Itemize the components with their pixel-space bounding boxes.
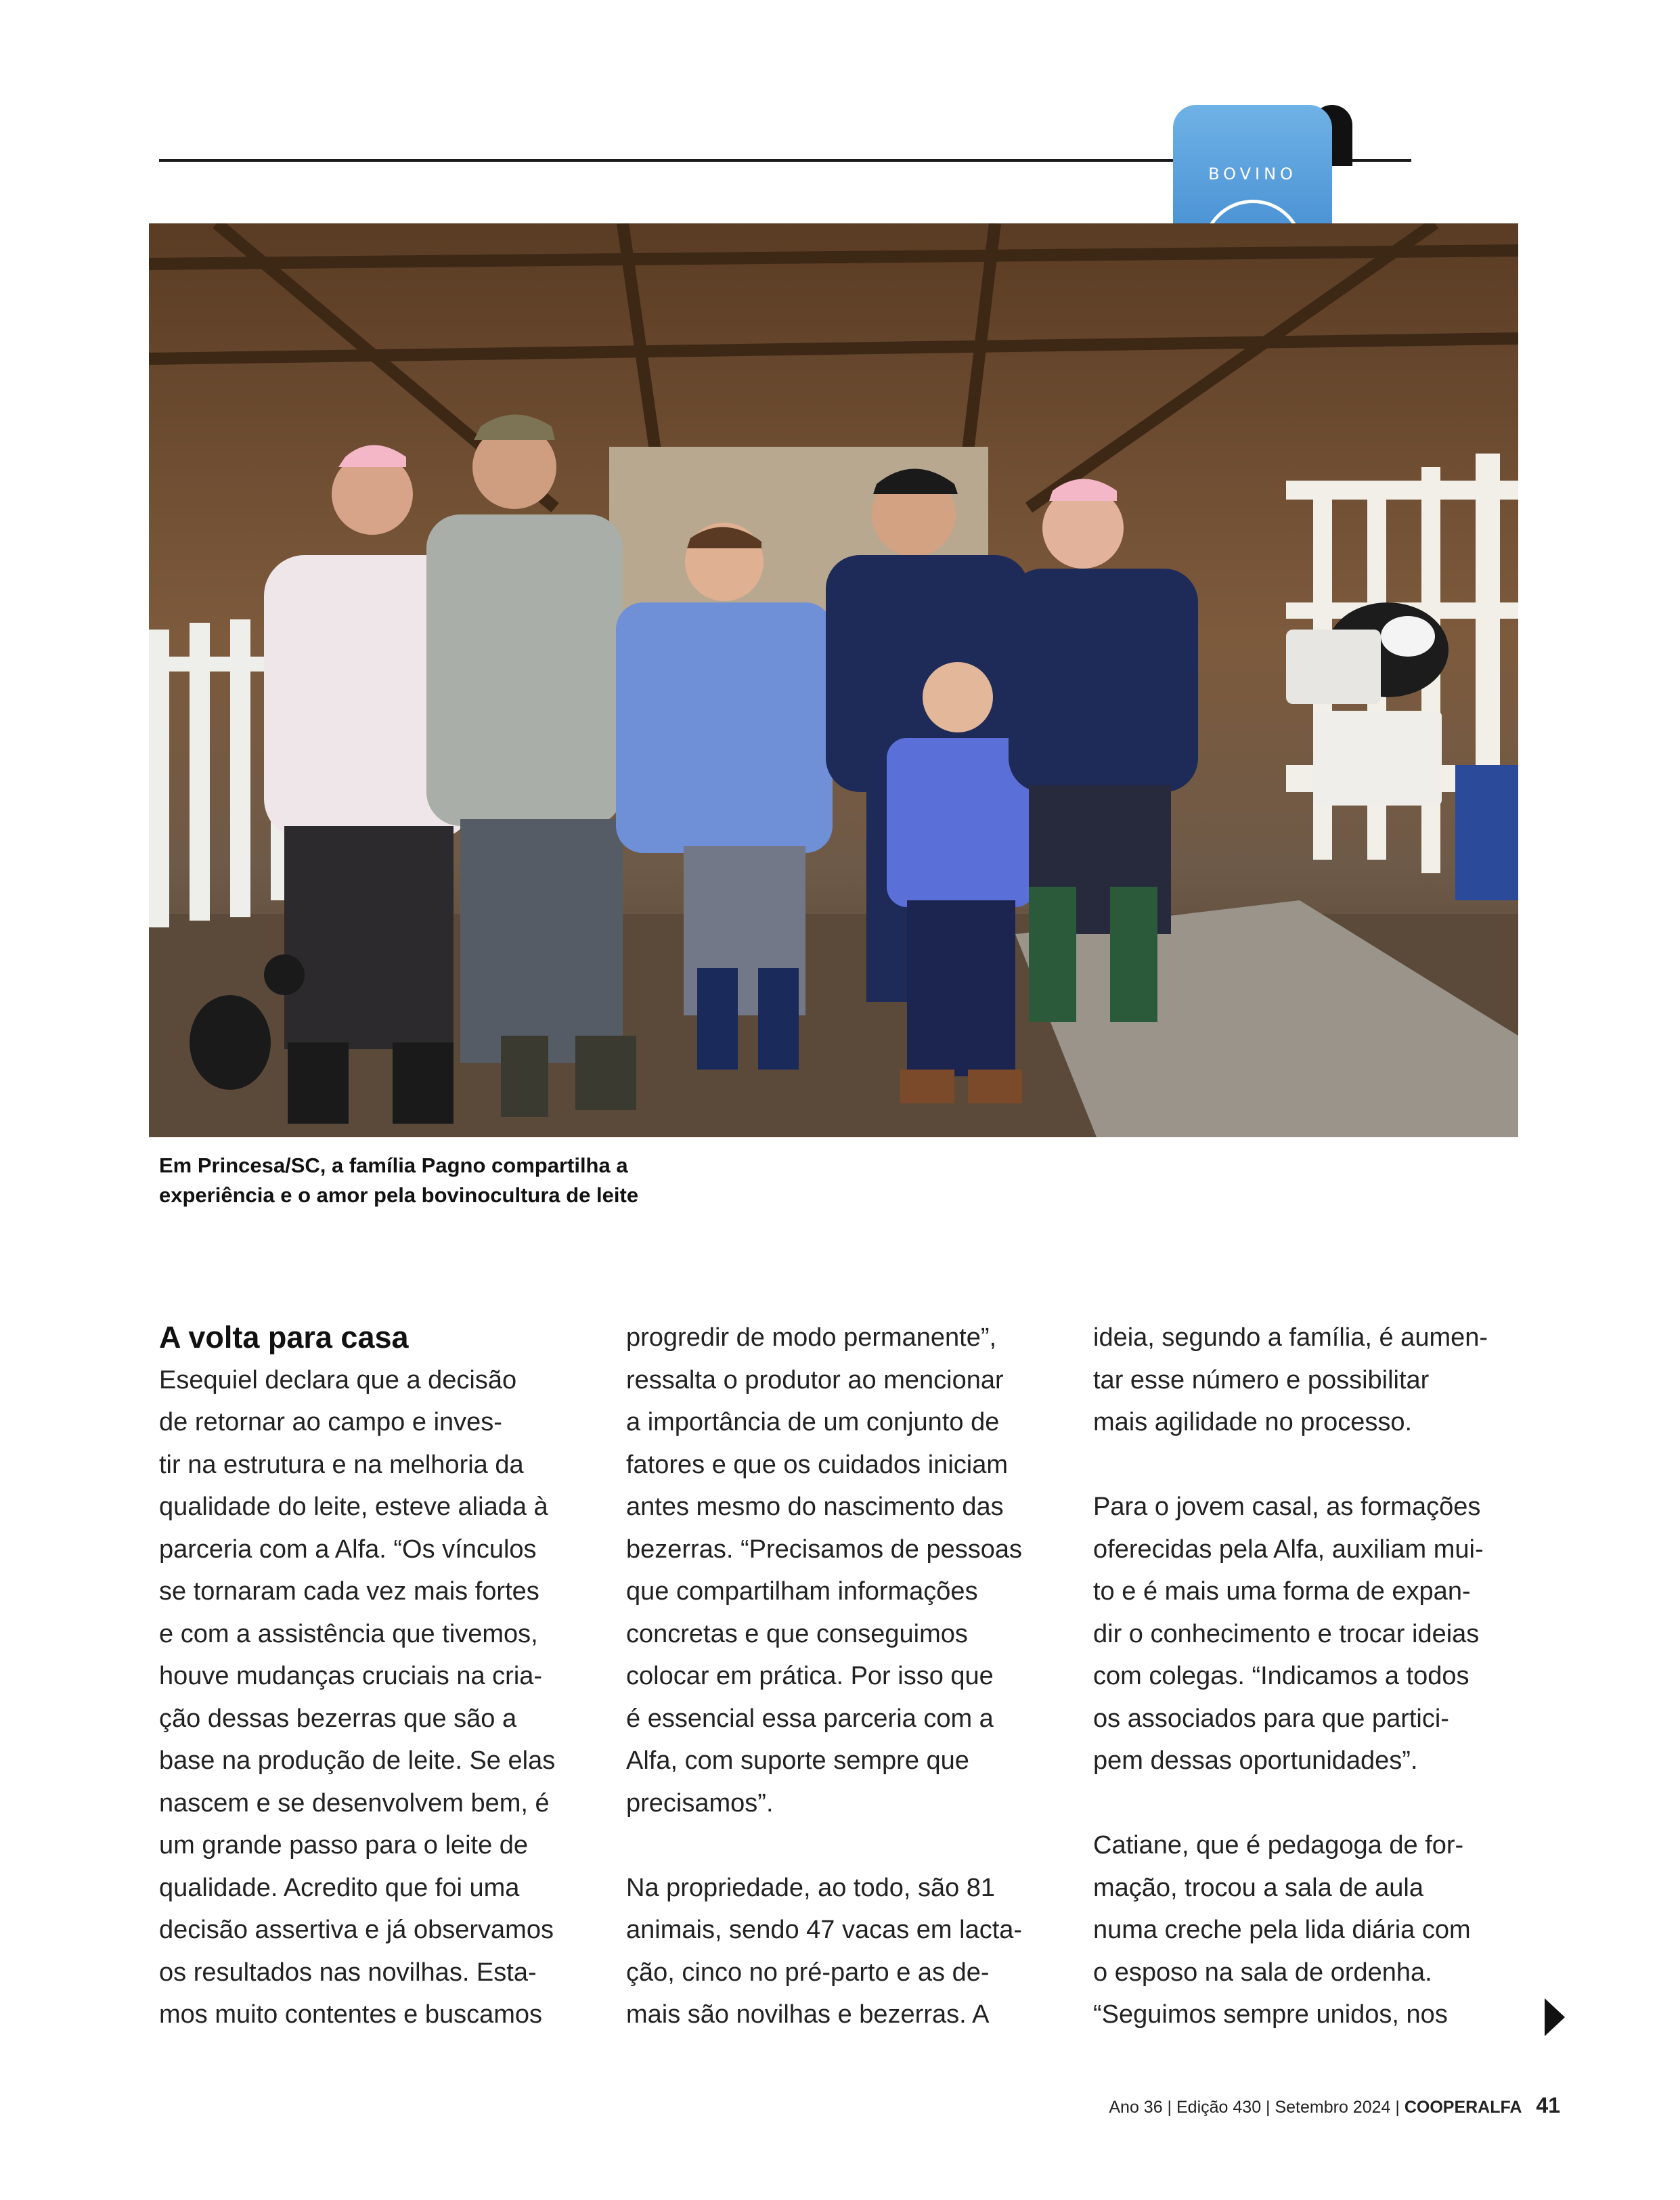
caption-line: experiência e o amor pela bovinocultura de leite [159, 1183, 639, 1207]
text-line: Para o jovem casal, as formações [1093, 1493, 1481, 1521]
brand-name: COOPERALFA [1404, 2098, 1522, 2117]
text-line: qualidade do leite, esteve aliada à [159, 1493, 548, 1521]
text-line: houve mudanças cruciais na cria- [159, 1662, 543, 1690]
text-line: o esposo na sala de ordenha. [1093, 1958, 1432, 1987]
text-line: “Seguimos sempre unidos, nos [1093, 2000, 1448, 2029]
text-line: Na propriedade, ao todo, são 81 [626, 1873, 996, 1902]
text-line: base na produção de leite. Se elas [159, 1746, 556, 1775]
paragraph-gap [1093, 1782, 1523, 1825]
text-line: mação, trocou a sala de aula [1093, 1873, 1423, 1902]
text-line: os resultados nas novilhas. Esta- [159, 1958, 537, 1987]
text-line: ideia, segundo a família, é aumen- [1093, 1323, 1488, 1352]
text-line: numa creche pela lida diária com [1093, 1916, 1471, 1944]
article-column-3 [1093, 1317, 1523, 2036]
photo-caption [159, 1151, 836, 1210]
text-line: Esequiel declara que a decisão [159, 1365, 517, 1394]
photo-image [149, 223, 1518, 1137]
text-line: dir o conhecimento e trocar ideias [1093, 1619, 1480, 1648]
text-line: bezerras. “Precisamos de pessoas [626, 1535, 1023, 1564]
text-line: antes mesmo do nascimento das [626, 1493, 1004, 1521]
text-line: fatores e que os cuidados iniciam [626, 1450, 1008, 1479]
text-line: um grande passo para o leite de [159, 1831, 529, 1860]
text-line: concretas e que conseguimos [626, 1619, 968, 1648]
article-heading: A volta para casa [159, 1320, 409, 1355]
text-line: precisamos”. [626, 1788, 774, 1818]
article-column-2 [626, 1317, 1056, 2036]
text-line: Alfa, com suporte sempre que [626, 1746, 969, 1775]
article-column-1 [159, 1317, 589, 2036]
text-line: com colegas. “Indicamos a todos [1093, 1662, 1469, 1690]
text-line: os associados para que partici- [1093, 1704, 1449, 1733]
text-line: a importância de um conjunto de [626, 1408, 1000, 1436]
text-line: de retornar ao campo e inves- [159, 1408, 502, 1436]
text-line: oferecidas pela Alfa, auxiliam mui- [1093, 1535, 1484, 1564]
text-line: colocar em prática. Por isso que [626, 1662, 994, 1690]
text-line: se tornaram cada vez mais fortes [159, 1577, 539, 1606]
text-line: pem dessas oportunidades”. [1093, 1746, 1418, 1775]
text-line: ressalta o produtor ao mencionar [626, 1365, 1004, 1394]
triangle-right-icon [1545, 1998, 1565, 2036]
section-label: BOVINO [1208, 164, 1297, 183]
text-line: ção, cinco no pré-parto e as de- [626, 1958, 990, 1987]
paragraph-gap [1093, 1444, 1523, 1487]
text-line: parceria com a Alfa. “Os vínculos [159, 1535, 537, 1564]
caption-line: Em Princesa/SC, a família Pagno compartilha a [159, 1153, 628, 1177]
text-line: to e é mais uma forma de expan- [1093, 1577, 1471, 1606]
text-line: que compartilham informações [626, 1577, 978, 1606]
text-line: ção dessas bezerras que são a [159, 1704, 517, 1733]
text-line: Catiane, que é pedagoga de for- [1093, 1831, 1464, 1860]
text-line: mos muito contentes e buscamos [159, 2000, 543, 2029]
text-line: animais, sendo 47 vacas em lacta- [626, 1916, 1023, 1944]
page-number: 41 [1536, 2093, 1560, 2117]
text-line: tar esse número e possibilitar [1093, 1365, 1430, 1394]
text-line: e com a assistência que tivemos, [159, 1619, 538, 1648]
issue-info: Ano 36 | Edição 430 | Setembro 2024 | [1109, 2098, 1400, 2117]
text-line: mais são novilhas e bezerras. A [626, 2000, 990, 2029]
text-line: progredir de modo permanente”, [626, 1323, 997, 1352]
text-line: mais agilidade no processo. [1093, 1408, 1413, 1436]
text-line: nascem e se desenvolvem bem, é [159, 1788, 550, 1818]
paragraph-gap [626, 1824, 1056, 1867]
text-line: é essencial essa parceria com a [626, 1704, 994, 1733]
text-line: qualidade. Acredito que foi uma [159, 1873, 520, 1902]
page-footer [975, 2093, 1560, 2118]
text-line: decisão assertiva e já observamos [159, 1916, 554, 1944]
text-line: tir na estrutura e na melhoria da [159, 1450, 524, 1479]
